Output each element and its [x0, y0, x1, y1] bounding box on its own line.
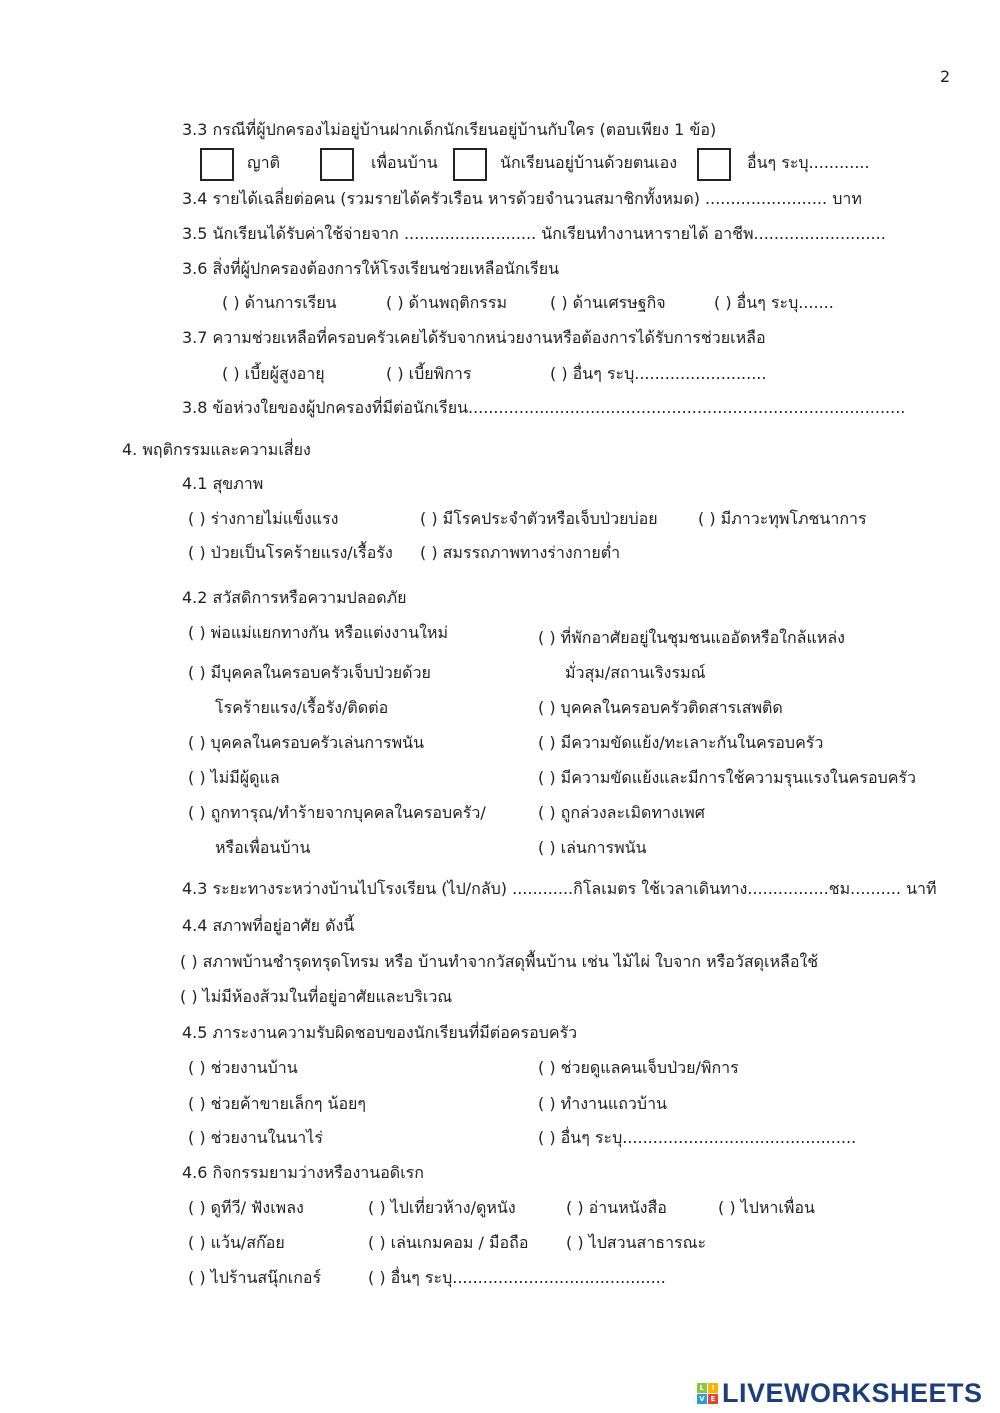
option[interactable]: ( ) ร่างกายไม่แข็งแรง — [188, 509, 339, 528]
q3-7-title: 3.7 ความช่วยเหลือที่ครอบครัวเคยได้รับจากหน่วยงานหรือต้องการได้รับการช่วยเหลือ — [182, 328, 766, 347]
option[interactable]: ( ) อื่นๆ ระบุ.......................................... — [368, 1268, 666, 1287]
option[interactable]: ( ) อ่านหนังสือ — [566, 1198, 667, 1217]
option-continuation: มั่วสุม/สถานเริงรมณ์ — [565, 663, 706, 682]
option[interactable]: ( ) เล่นการพนัน — [538, 838, 647, 857]
q4-2-title: 4.2 สวัสดิการหรือความปลอดภัย — [182, 588, 407, 607]
logo-cube: L — [697, 1383, 707, 1393]
option-continuation: หรือเพื่อนบ้าน — [215, 838, 311, 857]
option-continuation: โรคร้ายแรง/เรื้อรัง/ติดต่อ — [215, 698, 389, 717]
option[interactable]: ( ) ไม่มีห้องส้วมในที่อยู่อาศัยและบริเวณ — [180, 987, 453, 1006]
option[interactable]: ( ) ไปเที่ยวห้าง/ดูหนัง — [368, 1198, 516, 1217]
q3-3-title: 3.3 กรณีที่ผู้ปกครองไม่อยู่บ้านฝากเด็กนักเรียนอยู่บ้านกับใคร (ตอบเพียง 1 ข้อ) — [182, 120, 717, 139]
q4-4-title: 4.4 สภาพที่อยู่อาศัย ดังนี้ — [182, 916, 355, 935]
option[interactable]: ( ) แว้น/สก๊อย — [188, 1233, 285, 1252]
q3-6-title: 3.6 สิ่งที่ผู้ปกครองต้องการให้โรงเรียนช่วยเหลือนักเรียน — [182, 259, 560, 278]
checkbox-self[interactable] — [453, 148, 487, 181]
option[interactable]: ( ) อื่นๆ ระบุ.......................... — [550, 364, 767, 383]
logo-text: LIVEWORKSHEETS — [722, 1378, 983, 1408]
option[interactable]: ( ) ไม่มีผู้ดูแล — [188, 768, 280, 787]
option[interactable]: ( ) ช่วยค้าขายเล็กๆ น้อยๆ — [188, 1094, 367, 1113]
option[interactable]: ( ) ช่วยดูแลคนเจ็บป่วย/พิการ — [538, 1058, 739, 1077]
option[interactable]: ( ) ถูกล่วงละเมิดทางเพศ — [538, 803, 705, 822]
option[interactable]: ( ) พ่อแม่แยกทางกัน หรือแต่งงานใหม่ — [188, 623, 449, 642]
option[interactable]: ( ) มีความขัดแย้ง/ทะเลาะกันในครอบครัว — [538, 733, 824, 752]
option-label: อื่นๆ ระบุ............ — [747, 153, 870, 172]
option[interactable]: ( ) เบี้ยผู้สูงอายุ — [222, 364, 325, 383]
option[interactable]: ( ) สภาพบ้านชำรุดทรุดโทรม หรือ บ้านทำจากวัสดุพื้นบ้าน เช่น ไม้ไผ่ ใบจาก หรือวัสดุเหลือใช้ — [180, 952, 819, 971]
option[interactable]: ( ) ไปหาเพื่อน — [718, 1198, 815, 1217]
option[interactable]: ( ) ช่วยงานในนาไร่ — [188, 1128, 323, 1147]
q3-8: 3.8 ข้อห่วงใยของผู้ปกครองที่มีต่อนักเรียน...................................................................................... — [182, 398, 906, 417]
option-label: เพื่อนบ้าน — [371, 153, 438, 172]
checkbox-other[interactable] — [697, 148, 731, 181]
option[interactable]: ( ) ที่พักอาศัยอยู่ในชุมชนแออัดหรือใกล้แหล่ง — [538, 628, 845, 647]
option[interactable]: ( ) อื่นๆ ระบุ....... — [714, 293, 834, 312]
liveworksheets-logo — [697, 1378, 983, 1409]
logo-cube: E — [708, 1394, 718, 1404]
option[interactable]: ( ) ดูทีวี/ ฟังเพลง — [188, 1198, 304, 1217]
option[interactable]: ( ) เบี้ยพิการ — [386, 364, 472, 383]
option[interactable]: ( ) มีโรคประจำตัวหรือเจ็บป่วยบ่อย — [420, 509, 658, 528]
checkbox-neighbor[interactable] — [320, 148, 354, 181]
section-4-heading: 4. พฤติกรรมและความเสี่ยง — [122, 440, 311, 459]
option[interactable]: ( ) สมรรถภาพทางร่างกายต่ำ — [420, 543, 621, 562]
option[interactable]: ( ) มีความขัดแย้งและมีการใช้ความรุนแรงในครอบครัว — [538, 768, 917, 787]
option[interactable]: ( ) ช่วยงานบ้าน — [188, 1058, 298, 1077]
option[interactable]: ( ) ไปสวนสาธารณะ — [566, 1233, 707, 1252]
option[interactable]: ( ) มีบุคคลในครอบครัวเจ็บป่วยด้วย — [188, 663, 431, 682]
option[interactable]: ( ) ด้านพฤติกรรม — [386, 293, 508, 312]
option[interactable]: ( ) ถูกทารุณ/ทำร้ายจากบุคคลในครอบครัว/ — [188, 803, 486, 822]
checkbox-relative[interactable] — [200, 148, 234, 181]
q3-4: 3.4 รายได้เฉลี่ยต่อคน (รวมรายได้ครัวเรือน หารด้วยจำนวนสมาชิกทั้งหมด) ........................ บาท — [182, 189, 862, 208]
option[interactable]: ( ) ป่วยเป็นโรคร้ายแรง/เรื้อรัง — [188, 543, 393, 562]
option[interactable]: ( ) มีภาวะทุพโภชนาการ — [698, 509, 867, 528]
q4-5-title: 4.5 ภาระงานความรับผิดชอบของนักเรียนที่มีต่อครอบครัว — [182, 1023, 578, 1042]
option[interactable]: ( ) เล่นเกมคอม / มือถือ — [368, 1233, 529, 1252]
logo-cubes-icon — [697, 1383, 718, 1404]
logo-cube: V — [697, 1394, 707, 1404]
q4-1-title: 4.1 สุขภาพ — [182, 474, 264, 493]
option[interactable]: ( ) บุคคลในครอบครัวเล่นการพนัน — [188, 733, 425, 752]
q4-3: 4.3 ระยะทางระหว่างบ้านไปโรงเรียน (ไป/กลับ) ............กิโลเมตร ใช้เวลาเดินทาง................ชม.......... นาที — [182, 879, 937, 898]
option[interactable]: ( ) ทำงานแถวบ้าน — [538, 1094, 667, 1113]
option[interactable]: ( ) ด้านการเรียน — [222, 293, 337, 312]
q4-6-title: 4.6 กิจกรรมยามว่างหรืองานอดิเรก — [182, 1163, 424, 1182]
option[interactable]: ( ) ด้านเศรษฐกิจ — [550, 293, 666, 312]
option[interactable]: ( ) อื่นๆ ระบุ.............................................. — [538, 1128, 857, 1147]
q3-5: 3.5 นักเรียนได้รับค่าใช้จ่ายจาก .......................... นักเรียนทำงานหารายได้ อาชีพ.......................... — [182, 224, 886, 243]
logo-cube: I — [708, 1383, 718, 1393]
option-label: ญาติ — [247, 153, 281, 172]
page-number: 2 — [940, 67, 951, 86]
option[interactable]: ( ) บุคคลในครอบครัวติดสารเสพติด — [538, 698, 783, 717]
option[interactable]: ( ) ไปร้านสนุ๊กเกอร์ — [188, 1268, 322, 1287]
option-label: นักเรียนอยู่บ้านด้วยตนเอง — [500, 153, 678, 172]
